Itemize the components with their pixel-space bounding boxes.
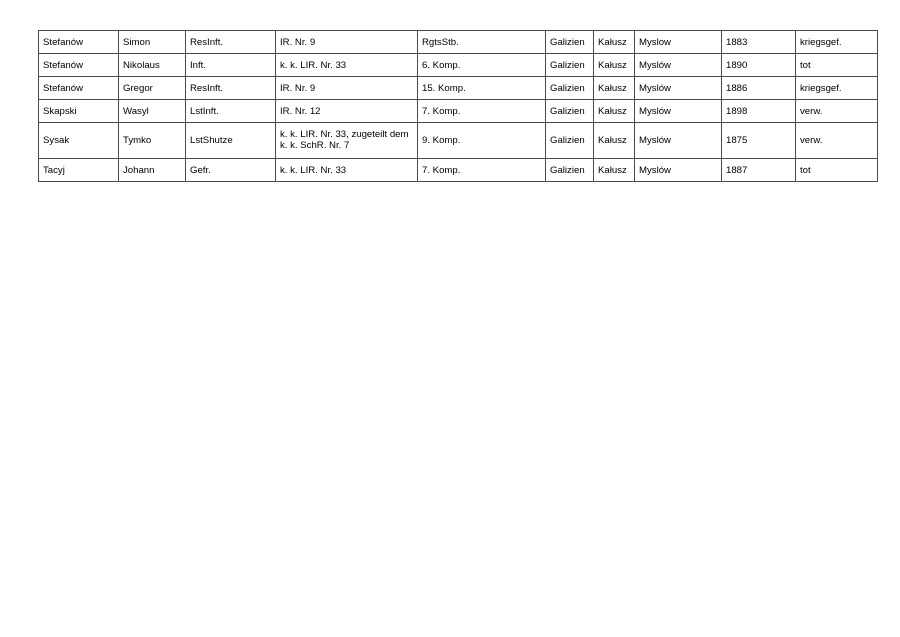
birth-year-cell: 1887: [722, 159, 796, 182]
birth-year-cell: 1890: [722, 54, 796, 77]
forename-cell: Simon: [119, 31, 186, 54]
rank-cell: LstInft.: [186, 100, 276, 123]
birth-year-cell: 1875: [722, 123, 796, 159]
forename-cell: Gregor: [119, 77, 186, 100]
province-cell: Galizien: [546, 159, 594, 182]
surname-cell: Stefanów: [39, 77, 119, 100]
rank-cell: ResInft.: [186, 31, 276, 54]
subunit-cell: 9. Komp.: [418, 123, 546, 159]
province-cell: Galizien: [546, 123, 594, 159]
status-cell: verw.: [796, 123, 878, 159]
unit-cell: k. k. LIR. Nr. 33, zugeteilt dem k. k. SchR. Nr. 7: [276, 123, 418, 159]
district-cell: Kałusz: [594, 54, 635, 77]
rank-cell: Gefr.: [186, 159, 276, 182]
village-cell: Myslów: [635, 123, 722, 159]
village-cell: Myslów: [635, 77, 722, 100]
table-row: [39, 77, 878, 100]
birth-year-cell: 1898: [722, 100, 796, 123]
surname-cell: Skapski: [39, 100, 119, 123]
birth-year-cell: 1883: [722, 31, 796, 54]
rank-cell: Inft.: [186, 54, 276, 77]
unit-cell: k. k. LIR. Nr. 33: [276, 159, 418, 182]
unit-cell: k. k. LIR. Nr. 33: [276, 54, 418, 77]
rank-cell: LstShutze: [186, 123, 276, 159]
rank-cell: ResInft.: [186, 77, 276, 100]
district-cell: Kałusz: [594, 159, 635, 182]
table-row: [39, 31, 878, 54]
unit-cell: IR. Nr. 9: [276, 31, 418, 54]
village-cell: Myslów: [635, 54, 722, 77]
village-cell: Myslów: [635, 100, 722, 123]
district-cell: Kałusz: [594, 123, 635, 159]
village-cell: Myslów: [635, 159, 722, 182]
surname-cell: Stefanów: [39, 54, 119, 77]
status-cell: kriegsgef.: [796, 77, 878, 100]
status-cell: tot: [796, 54, 878, 77]
document-page: [38, 30, 877, 182]
surname-cell: Stefanów: [39, 31, 119, 54]
unit-cell: IR. Nr. 9: [276, 77, 418, 100]
district-cell: Kałusz: [594, 31, 635, 54]
province-cell: Galizien: [546, 77, 594, 100]
status-cell: verw.: [796, 100, 878, 123]
province-cell: Galizien: [546, 31, 594, 54]
forename-cell: Wasyl: [119, 100, 186, 123]
surname-cell: Tacyj: [39, 159, 119, 182]
birth-year-cell: 1886: [722, 77, 796, 100]
district-cell: Kałusz: [594, 100, 635, 123]
subunit-cell: RgtsStb.: [418, 31, 546, 54]
unit-cell: IR. Nr. 12: [276, 100, 418, 123]
table-row: [39, 100, 878, 123]
surname-cell: Sysak: [39, 123, 119, 159]
table-row: [39, 54, 878, 77]
table-row: [39, 123, 878, 159]
province-cell: Galizien: [546, 54, 594, 77]
forename-cell: Nikolaus: [119, 54, 186, 77]
status-cell: kriegsgef.: [796, 31, 878, 54]
subunit-cell: 6. Komp.: [418, 54, 546, 77]
subunit-cell: 7. Komp.: [418, 159, 546, 182]
subunit-cell: 15. Komp.: [418, 77, 546, 100]
table-row: [39, 159, 878, 182]
forename-cell: Tymko: [119, 123, 186, 159]
casualty-records-table: [38, 30, 878, 182]
subunit-cell: 7. Komp.: [418, 100, 546, 123]
status-cell: tot: [796, 159, 878, 182]
province-cell: Galizien: [546, 100, 594, 123]
village-cell: Myslow: [635, 31, 722, 54]
forename-cell: Johann: [119, 159, 186, 182]
district-cell: Kałusz: [594, 77, 635, 100]
